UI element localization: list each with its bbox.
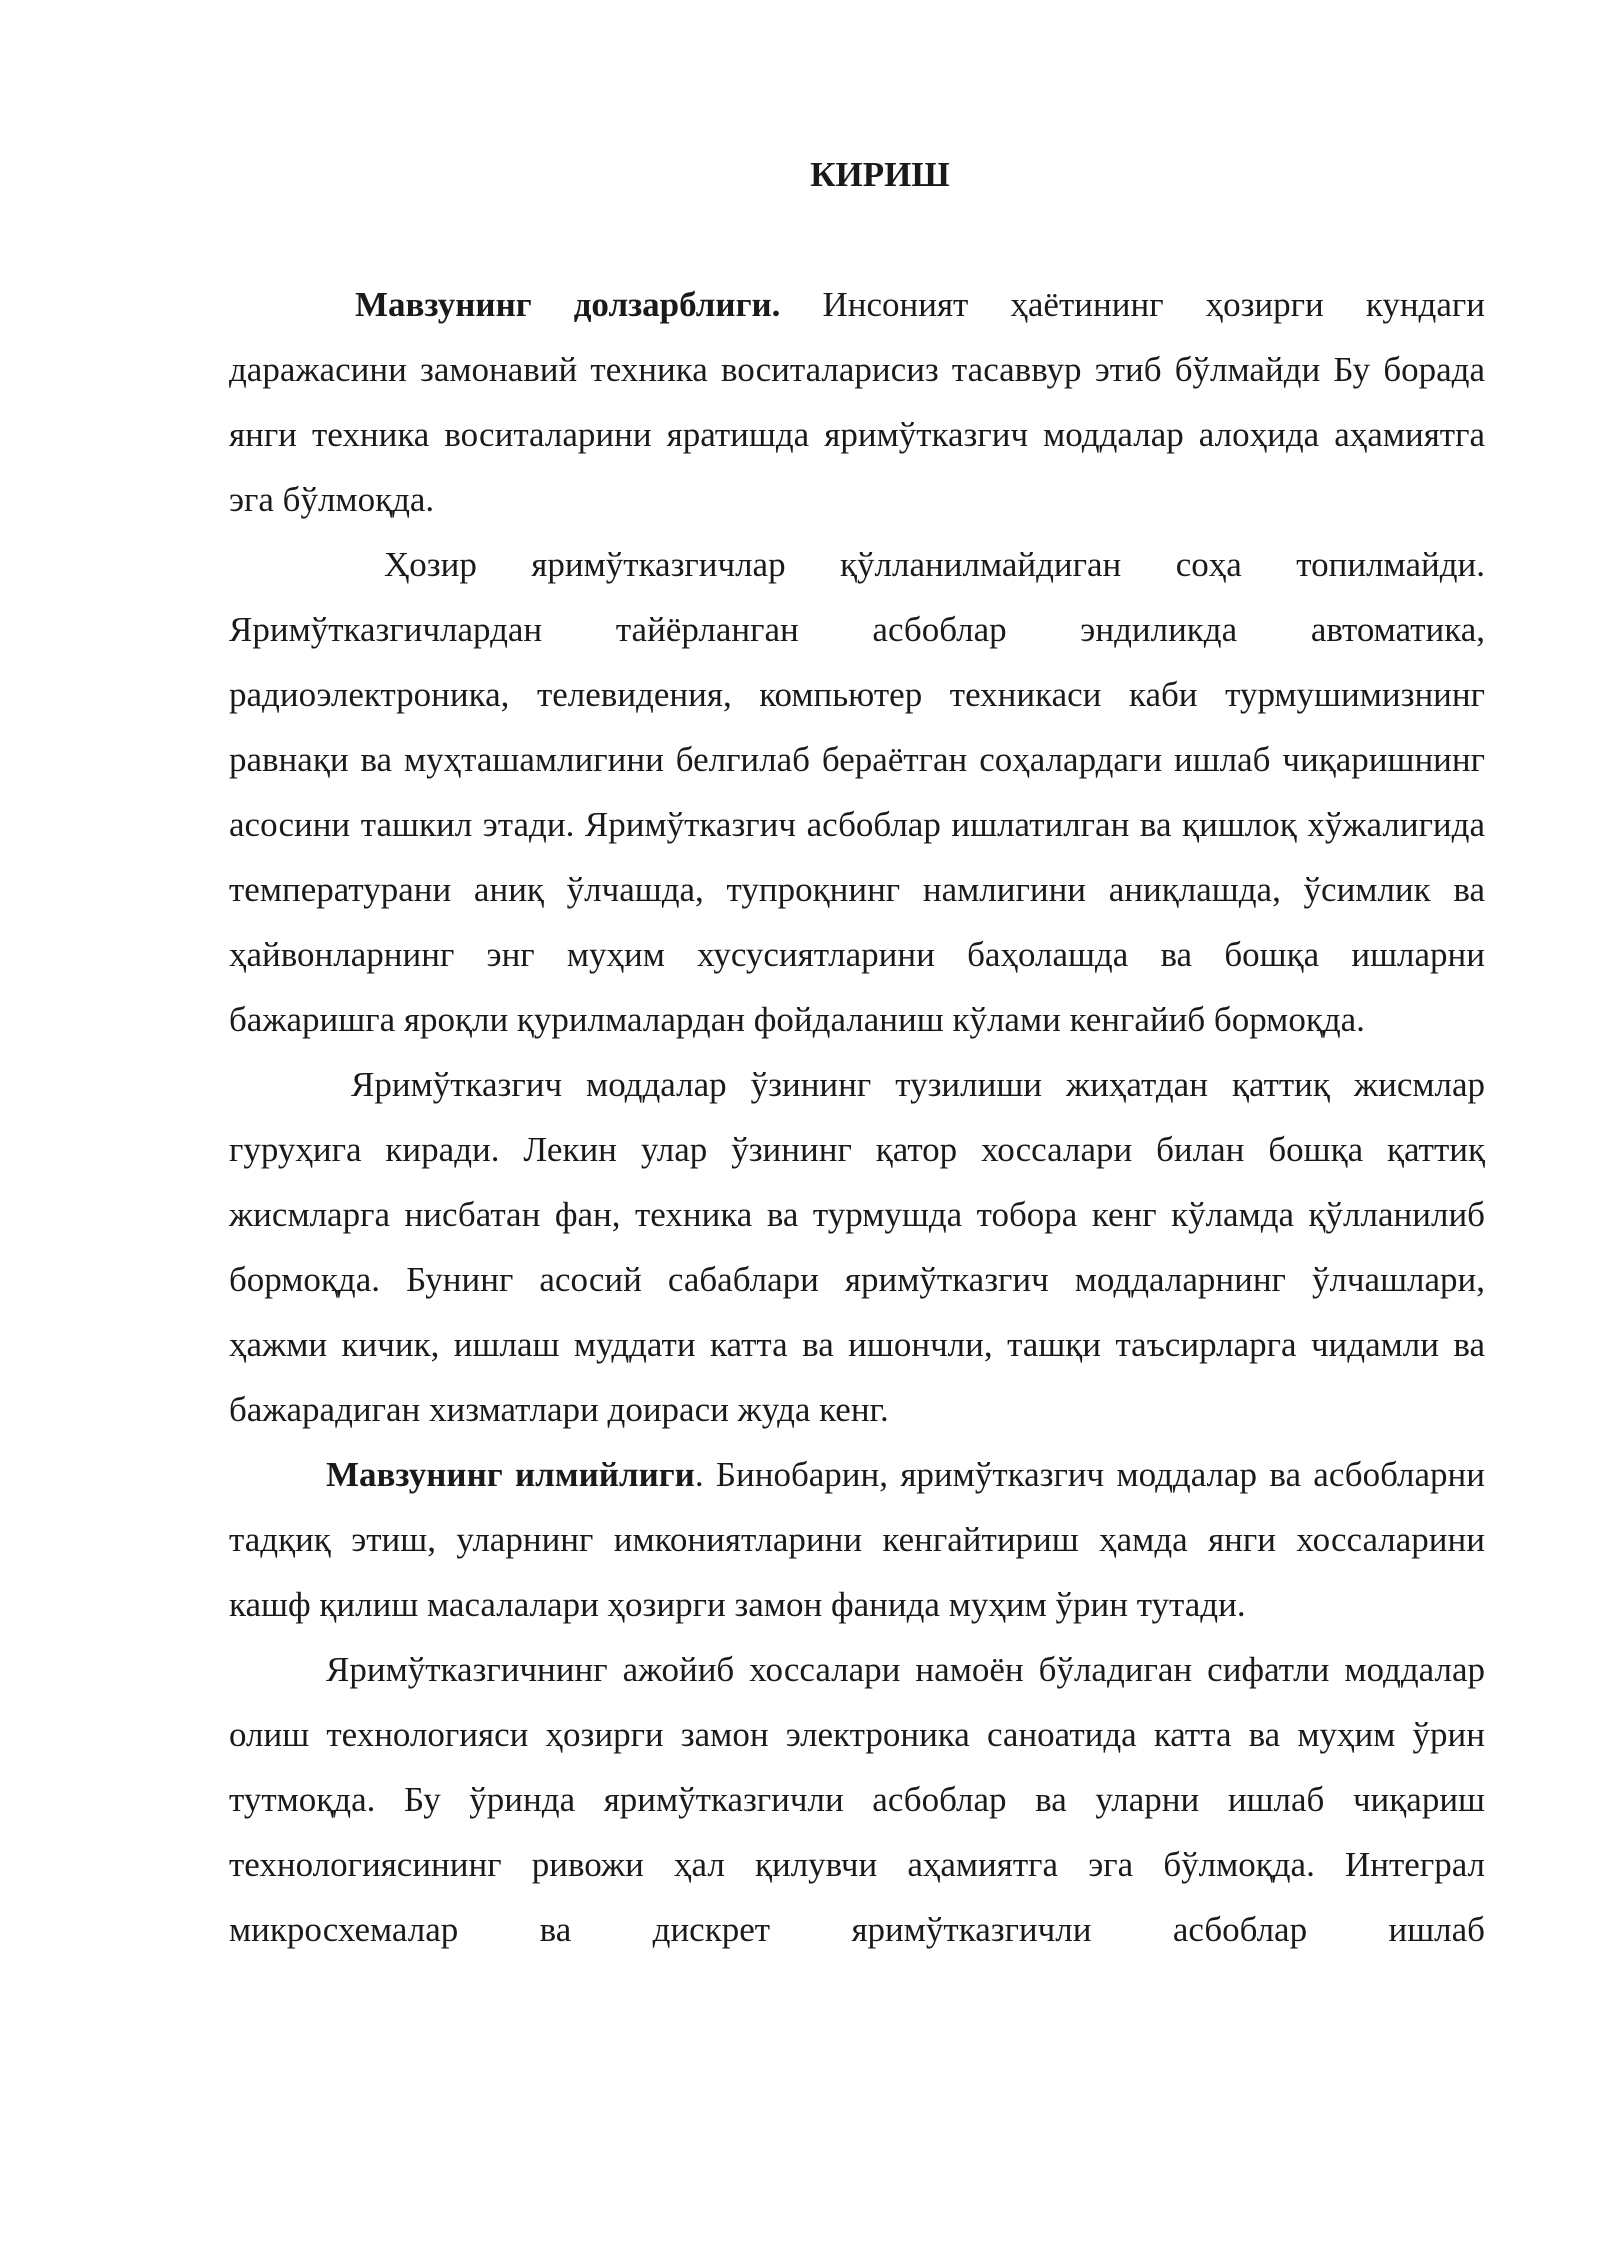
page-title: КИРИШ [810, 155, 950, 194]
paragraph-semiconductor-properties: Яримўтказгич моддалар ўзининг тузилиши жиҳатдан қаттиқ жисмлар гуруҳига киради. Лекин улар ўзининг қатор хоссалари билан бошқа қаттиқ жисмларга нисбатан фан, техника ва турмушда тобора кенг кўламда қўлланилиб бормоқда. Бунинг асосий сабаблари яримўтказгич моддаларнинг ўлчашлари, ҳажми кичик, ишлаш муддати катта ва ишончли, ташқи таъсирларга чидамли ва бажарадиган хизматлари доираси жуда кенг. [229, 1065, 1485, 1429]
scientific-value-text: . Бинобарин, яримўтказгич моддалар ва асбобларни тадқиқ этиш, уларнинг имкониятларини кенгайтириш ҳамда янги хоссаларини кашф қилиш масалалари ҳозирги замон фанида муҳим ўрин тутади. [229, 1455, 1485, 1624]
relevance-lead: Мавзунинг долзарблиги. [355, 285, 781, 324]
paragraph-applications: Ҳозир яримўтказгичлар қўлланилмайдиган соҳа топилмайди. Яримўтказгичлардан тайёрланган асбоблар эндиликда автоматика, радиоэлектроника, телевидения, компьютер техникаси каби турмушимизнинг равнақи ва муҳташамлигини белгилаб бераётган соҳалардаги ишлаб чиқаришнинг асосини ташкил этади. Яримўтказгич асбоблар ишлатилган ва қишлоқ хўжалигида температурани аниқ ўлчашда, тупроқнинг намлигини аниқлашда, ўсимлик ва ҳайвонларнинг энг муҳим хусусиятларини баҳолашда ва бошқа ишларни бажаришга яроқли қурилмалардан фойдаланиш кўлами кенгайиб бормоқда. [229, 545, 1485, 1039]
relevance-text: Инсоният ҳаётининг ҳозирги кундаги даражасини замонавий техника воситаларисиз тасаввур этиб бўлмайди Бу борада янги техника воситаларини яратишда яримўтказгич моддалар алоҳида аҳамиятга эга бўлмоқда. [229, 285, 1485, 519]
paragraph-relevance [229, 272, 1485, 532]
document-page [229, 150, 1485, 1962]
paragraph-technology: Яримўтказгичнинг ажойиб хоссалари намоён бўладиган сифатли моддалар олиш технологияси ҳозирги замон электроника саноатида катта ва муҳим ўрин тутмоқда. Бу ўринда яримўтказгичли асбоблар ва уларни ишлаб чиқариш технологиясининг ривожи ҳал қилувчи аҳамиятга эга бўлмоқда. Интеграл микросхемалар ва дискрет яримўтказгичли асбоблар ишлаб [229, 1650, 1485, 1949]
scientific-value-lead: Мавзунинг илмийлиги [326, 1455, 695, 1494]
paragraph-scientific-value [229, 1442, 1485, 1637]
